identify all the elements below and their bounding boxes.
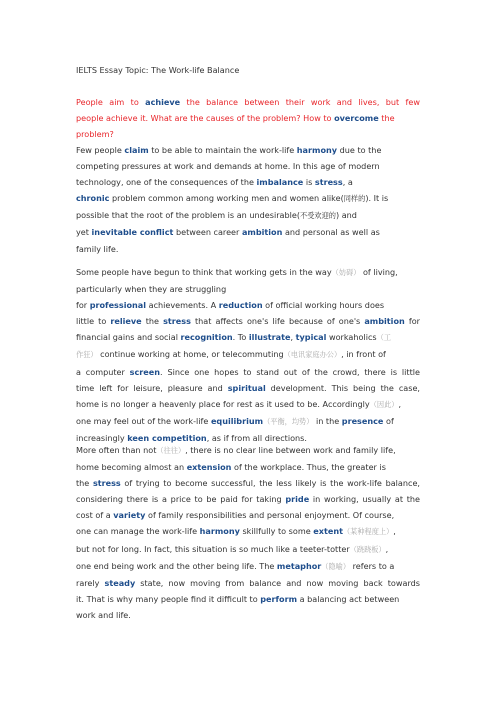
text-line [76, 264, 420, 281]
text-line [76, 491, 420, 507]
text-line [76, 241, 420, 257]
text-segment: it. That is why many people find it difficult to [76, 593, 261, 604]
vocab-keyword: metaphor [276, 560, 322, 571]
text-segment: refers to a [350, 560, 395, 571]
vocab-keyword: overcome [334, 113, 379, 124]
text-line [76, 459, 420, 475]
vocab-keyword: extent [313, 526, 343, 537]
text-segment: home becoming almost an [76, 462, 187, 473]
chinese-gloss: （妨碍） [331, 268, 361, 277]
chinese-gloss: （电讯家庭办公） [283, 350, 342, 360]
body-paragraph-1 [76, 264, 420, 446]
text-line [76, 346, 420, 363]
text-line [76, 142, 420, 158]
text-line [76, 396, 420, 413]
text-line [76, 207, 420, 224]
vocab-keyword: equilibrium [210, 415, 264, 426]
vocab-keyword: perform [260, 593, 298, 604]
intro-paragraph [76, 142, 420, 257]
text-line [76, 442, 420, 459]
chinese-gloss: 同样的 [343, 194, 366, 204]
text-segment: home is no longer a heavenly place for rest as it used to be. Accordingly [76, 398, 370, 409]
text-segment: rarely [76, 577, 105, 588]
text-segment: . Since one hopes to stand out of the crowd, there is little [160, 366, 420, 377]
text-segment: a computer [76, 366, 130, 377]
text-segment: the [378, 113, 395, 124]
text-line [76, 475, 420, 491]
text-segment: Few people [76, 145, 125, 155]
chinese-gloss: 不受欢迎的 [300, 211, 336, 221]
chinese-gloss: （某种程度上） [342, 527, 394, 537]
text-segment: of trying to become successful, the less likely is the work-life balance, [120, 478, 421, 489]
text-segment: for [404, 316, 420, 327]
text-segment: of living, [360, 267, 398, 277]
text-segment: work and life. [76, 609, 131, 620]
text-segment: workaholics [326, 332, 377, 343]
vocab-keyword: typical [295, 332, 327, 343]
text-segment: , [385, 543, 389, 554]
text-line [76, 313, 420, 329]
text-line [76, 126, 420, 142]
text-line [76, 523, 420, 540]
text-segment: cost of a [76, 510, 114, 521]
text-segment: that affects one's life because of one's [190, 316, 365, 327]
text-line [76, 607, 420, 623]
text-segment: of [383, 415, 394, 426]
text-segment: , [290, 332, 296, 343]
text-segment: ). It is [365, 193, 389, 204]
text-line [76, 329, 420, 346]
text-line [76, 94, 420, 110]
text-segment: people achieve it. What are the causes of the problem? How to [76, 113, 335, 124]
chinese-gloss: （隐喻） [321, 561, 351, 571]
vocab-keyword: steady [104, 577, 136, 588]
vocab-keyword: achieve [145, 97, 181, 107]
text-segment: problem common among working men and women alike( [109, 193, 344, 204]
vocab-keyword: chronic [76, 193, 110, 204]
text-segment: one end being work and the other being life. The [76, 560, 277, 571]
text-line [76, 158, 420, 174]
text-segment: , in front of [341, 349, 386, 360]
text-line [76, 110, 420, 126]
text-segment: and personal as well as [282, 227, 380, 238]
text-segment: one can manage the work-life [76, 526, 200, 537]
text-segment: considering there is a price to be paid for taking [76, 494, 286, 505]
vocab-keyword: extension [186, 462, 232, 473]
text-segment: state, now moving from balance and now moving back towards [135, 577, 420, 588]
text-segment: the balance between their work and lives, but few [180, 97, 420, 107]
text-segment: in the [313, 415, 342, 426]
question-paragraph [76, 94, 420, 142]
text-segment: between career [173, 227, 242, 238]
text-segment: for [76, 300, 90, 311]
text-segment: , a [342, 177, 353, 188]
vocab-keyword: ambition [241, 227, 283, 238]
text-segment: People aim to [76, 97, 146, 107]
text-segment: More often than not [76, 445, 157, 455]
text-segment: , there is no clear line between work and family life, [185, 445, 396, 455]
text-segment: particularly when they are struggling [76, 284, 227, 295]
vocab-keyword: stress [314, 177, 343, 188]
text-segment: the [141, 316, 164, 327]
chinese-gloss: （跷跷板） [349, 544, 386, 554]
chinese-gloss: （工 [376, 333, 392, 343]
text-line [76, 558, 420, 575]
text-segment: in working, usually at the [309, 494, 421, 505]
text-segment: , [398, 398, 402, 409]
text-line [76, 297, 420, 313]
vocab-keyword: keen competition [127, 432, 207, 443]
text-segment: family life. [76, 243, 119, 254]
text-line [76, 541, 420, 558]
text-segment: possible that the root of the problem is an undesirable( [76, 210, 301, 221]
text-segment: . To [232, 332, 249, 343]
vocab-keyword: imbalance [256, 177, 304, 188]
text-segment: continue working at home, or telecommuting [97, 349, 284, 360]
text-segment: yet [76, 227, 92, 238]
chinese-gloss: （因此） [369, 399, 399, 409]
text-segment: , as if from all directions. [206, 432, 307, 443]
text-line [76, 575, 420, 591]
text-segment: but not for long. In fact, this situation is so much like a teeter-totter [76, 543, 350, 554]
text-segment: time left for leisure, pleasure and [76, 382, 228, 393]
vocab-keyword: screen [129, 366, 161, 377]
chinese-gloss: （平衡，均势） [263, 416, 314, 426]
document-title: IELTS Essay Topic: The Work-life Balance [76, 65, 240, 75]
vocab-keyword: presence [341, 415, 384, 426]
vocab-keyword: claim [124, 145, 149, 155]
text-segment: problem? [76, 129, 114, 140]
text-segment: ) and [335, 210, 357, 221]
vocab-keyword: spiritual [227, 382, 266, 393]
text-segment: Some people have begun to think that working gets in the way [76, 267, 332, 277]
text-segment: financial gains and social [76, 332, 181, 343]
text-segment: of family responsibilities and personal enjoyment. Of course, [145, 510, 395, 521]
text-segment: one may feel out of the work-life [76, 415, 211, 426]
vocab-keyword: stress [92, 478, 121, 489]
text-segment: of the workplace. Thus, the greater is [231, 462, 386, 473]
vocab-keyword: recognition [180, 332, 233, 343]
body-paragraph-2 [76, 442, 420, 623]
text-line [76, 591, 420, 607]
text-line [76, 224, 420, 240]
text-line [76, 190, 420, 207]
text-segment: , [393, 526, 396, 537]
text-line [76, 413, 420, 430]
text-segment: to be able to maintain the work-life [148, 145, 297, 155]
text-segment: the [76, 478, 93, 489]
vocab-keyword: professional [89, 300, 147, 311]
text-segment: development. This being the case, [265, 382, 421, 393]
text-segment: a balancing act between [297, 593, 400, 604]
text-segment: of official working hours does [262, 300, 385, 311]
vocab-keyword: relieve [110, 316, 142, 327]
vocab-keyword: harmony [296, 145, 338, 155]
chinese-gloss: 作狂） [76, 350, 98, 360]
vocab-keyword: illustrate [248, 332, 291, 343]
text-segment: achievements. A [146, 300, 219, 311]
text-line [76, 380, 420, 396]
text-segment: increasingly [76, 432, 128, 443]
text-segment: technology, one of the consequences of the [76, 177, 257, 188]
text-line [76, 174, 420, 190]
text-line [76, 364, 420, 380]
chinese-gloss: （往往） [156, 446, 186, 455]
vocab-keyword: variety [113, 510, 146, 521]
text-segment: competing pressures at work and demands at home. In this age of modern [76, 161, 380, 172]
text-segment: little to [76, 316, 111, 327]
vocab-keyword: ambition [364, 316, 405, 327]
vocab-keyword: harmony [199, 526, 240, 537]
text-segment: due to the [337, 145, 382, 155]
vocab-keyword: inevitable conflict [91, 227, 174, 238]
text-line [76, 281, 420, 297]
text-segment: skillfully to some [239, 526, 314, 537]
vocab-keyword: pride [285, 494, 310, 505]
vocab-keyword: stress [163, 316, 191, 327]
text-segment: is [303, 177, 315, 188]
text-line [76, 507, 420, 523]
vocab-keyword: reduction [218, 300, 263, 311]
